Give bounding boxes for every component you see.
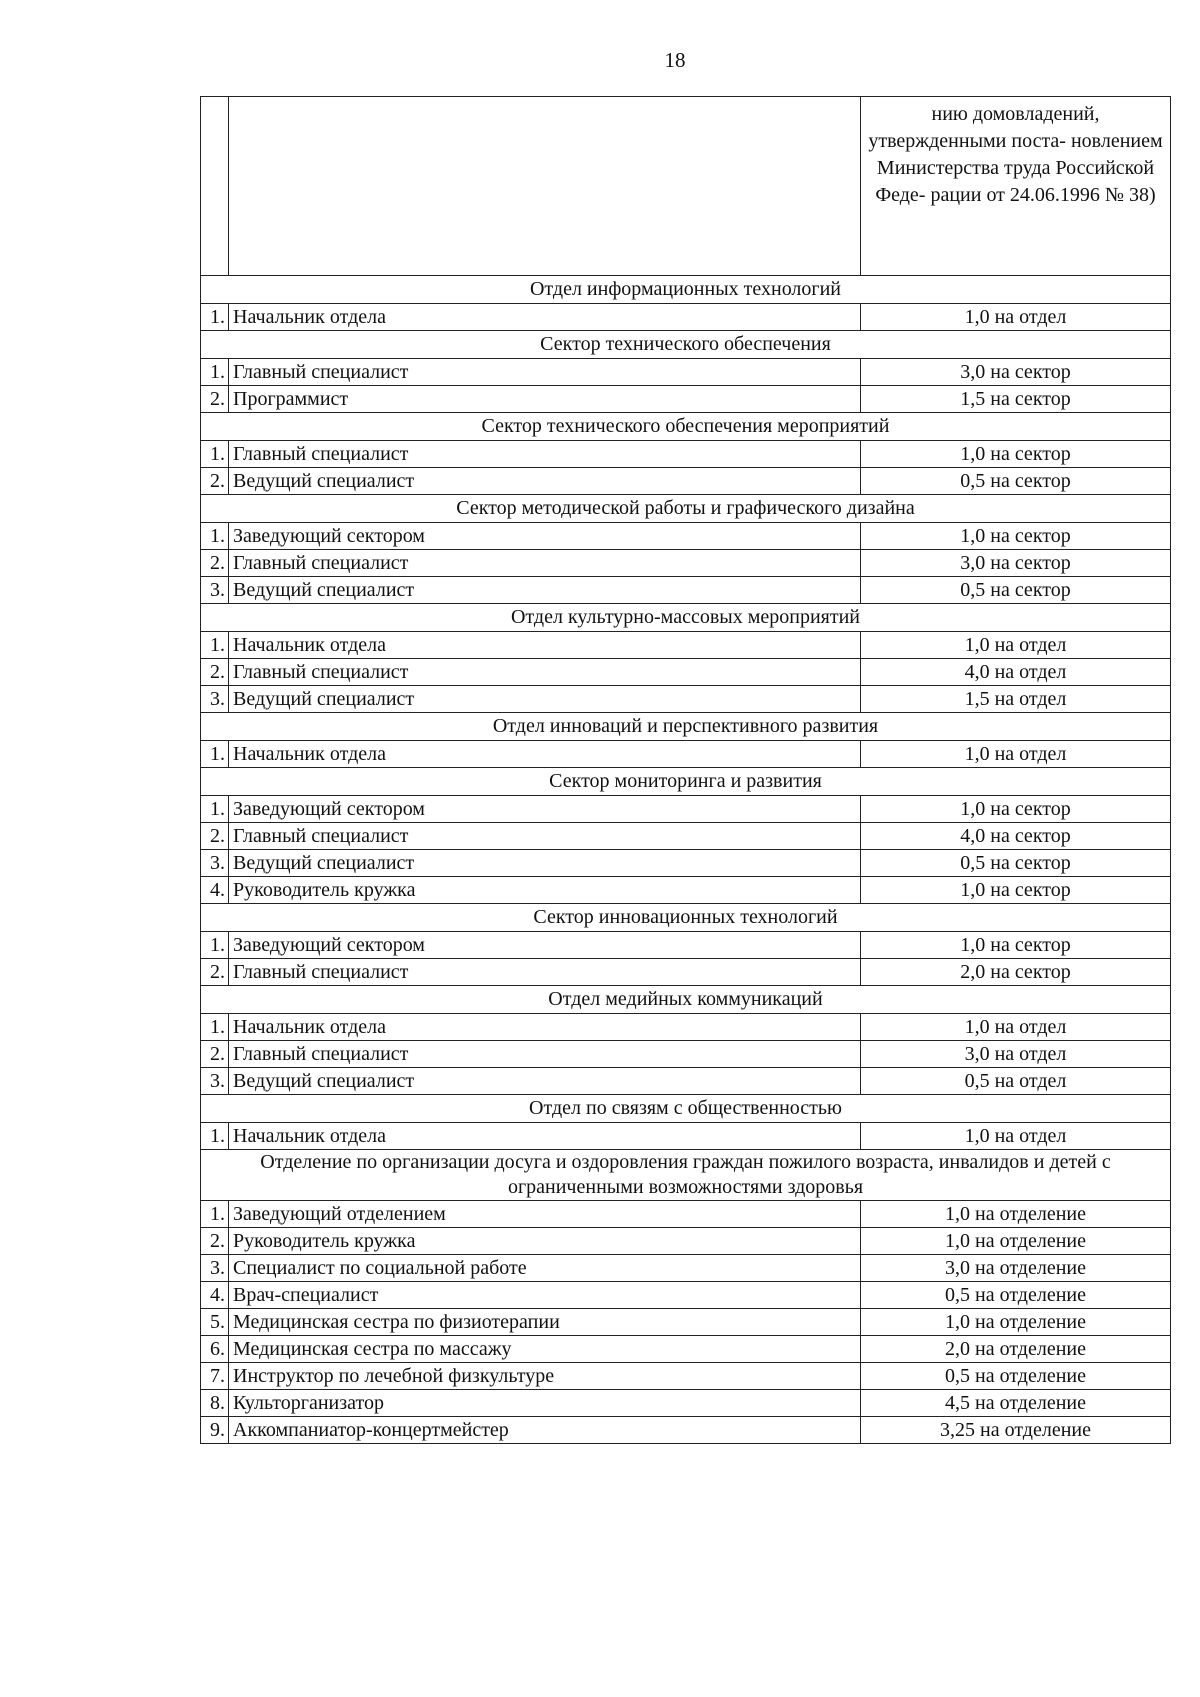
- section-row: [201, 986, 1171, 1014]
- position-title: Начальник отдела: [229, 304, 861, 331]
- position-title: Медицинская сестра по массажу: [229, 1336, 861, 1363]
- row-number: 2.: [201, 1041, 229, 1068]
- staff-rate: 1,0 на сектор: [861, 932, 1171, 959]
- row-number: 7.: [201, 1363, 229, 1390]
- position-title: Руководитель кружка: [229, 1228, 861, 1255]
- position-title: Начальник отдела: [229, 1123, 861, 1150]
- row-number: 2.: [201, 468, 229, 495]
- section-title: Сектор инновационных технологий: [201, 904, 1171, 932]
- staff-rate: 0,5 на сектор: [861, 468, 1171, 495]
- position-row: [201, 1041, 1171, 1068]
- row-number: 1.: [201, 304, 229, 331]
- row-number: 3.: [201, 1255, 229, 1282]
- position-title: Медицинская сестра по физиотерапии: [229, 1309, 861, 1336]
- row-number: 3.: [201, 850, 229, 877]
- staff-rate: 3,0 на отдел: [861, 1041, 1171, 1068]
- row-number: 6.: [201, 1336, 229, 1363]
- position-row: [201, 686, 1171, 713]
- position-title: Ведущий специалист: [229, 468, 861, 495]
- continuation-title-cell: [229, 97, 861, 276]
- row-number: 1.: [201, 1014, 229, 1041]
- position-title: Инструктор по лечебной физкультуре: [229, 1363, 861, 1390]
- section-title: Отдел информационных технологий: [201, 276, 1171, 304]
- position-row: [201, 1201, 1171, 1228]
- position-title: Аккомпаниатор-концертмейстер: [229, 1417, 861, 1444]
- section-title: Отделение по организации досуга и оздоровления граждан пожилого возраста, инвалидов и детей с ограниченными возможностями здоровья: [201, 1150, 1171, 1201]
- row-number: 1.: [201, 1123, 229, 1150]
- position-row: [201, 386, 1171, 413]
- position-title: Ведущий специалист: [229, 850, 861, 877]
- position-title: Главный специалист: [229, 550, 861, 577]
- position-row: [201, 441, 1171, 468]
- position-row: [201, 659, 1171, 686]
- row-number: 3.: [201, 686, 229, 713]
- position-title: Заведующий сектором: [229, 523, 861, 550]
- position-row: [201, 468, 1171, 495]
- position-title: Ведущий специалист: [229, 577, 861, 604]
- position-title: Заведующий сектором: [229, 932, 861, 959]
- position-row: [201, 523, 1171, 550]
- row-number: 9.: [201, 1417, 229, 1444]
- section-row: [201, 904, 1171, 932]
- staff-rate: 1,0 на отделение: [861, 1201, 1171, 1228]
- row-number: 1.: [201, 523, 229, 550]
- position-title: Программист: [229, 386, 861, 413]
- position-title: Главный специалист: [229, 441, 861, 468]
- section-row: [201, 495, 1171, 523]
- row-number: 4.: [201, 877, 229, 904]
- staff-rate: 0,5 на отдел: [861, 1068, 1171, 1095]
- section-row: [201, 713, 1171, 741]
- section-title: Отдел медийных коммуникаций: [201, 986, 1171, 1014]
- staff-rate: 1,0 на сектор: [861, 877, 1171, 904]
- position-row: [201, 632, 1171, 659]
- staff-rate: 1,0 на отделение: [861, 1228, 1171, 1255]
- position-title: Заведующий отделением: [229, 1201, 861, 1228]
- position-title: Начальник отдела: [229, 741, 861, 768]
- position-title: Начальник отдела: [229, 1014, 861, 1041]
- section-row: [201, 1095, 1171, 1123]
- position-row: [201, 1309, 1171, 1336]
- position-row: [201, 1255, 1171, 1282]
- position-row: [201, 304, 1171, 331]
- section-row: [201, 276, 1171, 304]
- position-row: [201, 550, 1171, 577]
- staff-rate: 2,0 на отделение: [861, 1336, 1171, 1363]
- row-number: 2.: [201, 386, 229, 413]
- position-title: Специалист по социальной работе: [229, 1255, 861, 1282]
- section-title: Сектор мониторинга и развития: [201, 768, 1171, 796]
- staff-rate: 4,5 на отделение: [861, 1390, 1171, 1417]
- section-row: [201, 768, 1171, 796]
- section-row: [201, 331, 1171, 359]
- staff-rate: 0,5 на отделение: [861, 1363, 1171, 1390]
- position-title: Ведущий специалист: [229, 1068, 861, 1095]
- row-number: 1.: [201, 359, 229, 386]
- row-number: 5.: [201, 1309, 229, 1336]
- staffing-table: [200, 96, 1171, 1444]
- staff-rate: 4,0 на сектор: [861, 823, 1171, 850]
- row-number: 2.: [201, 1228, 229, 1255]
- position-row: [201, 359, 1171, 386]
- position-row: [201, 796, 1171, 823]
- row-number: 8.: [201, 1390, 229, 1417]
- position-row: [201, 823, 1171, 850]
- staff-rate: 1,0 на отдел: [861, 304, 1171, 331]
- section-title: Сектор технического обеспечения мероприятий: [201, 413, 1171, 441]
- staffing-table-body: [201, 97, 1171, 1444]
- position-row: [201, 1336, 1171, 1363]
- row-number: 4.: [201, 1282, 229, 1309]
- staff-rate: 3,0 на сектор: [861, 550, 1171, 577]
- continuation-note: нию домовладений, утвержденными поста- новлением Министерства труда Российской Феде- рации от 24.06.1996 № 38): [861, 97, 1171, 276]
- staff-rate: 1,0 на отделение: [861, 1309, 1171, 1336]
- staff-rate: 1,5 на сектор: [861, 386, 1171, 413]
- row-number: 3.: [201, 577, 229, 604]
- staff-rate: 1,0 на сектор: [861, 523, 1171, 550]
- position-title: Главный специалист: [229, 659, 861, 686]
- row-number: 2.: [201, 659, 229, 686]
- position-row: [201, 1282, 1171, 1309]
- position-title: Руководитель кружка: [229, 877, 861, 904]
- position-row: [201, 1068, 1171, 1095]
- row-number: 3.: [201, 1068, 229, 1095]
- section-row: [201, 413, 1171, 441]
- position-row: [201, 1417, 1171, 1444]
- staff-rate: 1,0 на отдел: [861, 1014, 1171, 1041]
- position-row: [201, 1014, 1171, 1041]
- position-title: Заведующий сектором: [229, 796, 861, 823]
- section-title: Отдел инноваций и перспективного развития: [201, 713, 1171, 741]
- staff-rate: 1,0 на сектор: [861, 796, 1171, 823]
- staff-rate: 3,0 на отделение: [861, 1255, 1171, 1282]
- staff-rate: 0,5 на сектор: [861, 850, 1171, 877]
- row-number: 1.: [201, 796, 229, 823]
- section-title: Отдел культурно-массовых мероприятий: [201, 604, 1171, 632]
- continuation-num-cell: [201, 97, 229, 276]
- row-number: 2.: [201, 959, 229, 986]
- position-row: [201, 741, 1171, 768]
- position-title: Начальник отдела: [229, 632, 861, 659]
- staff-rate: 4,0 на отдел: [861, 659, 1171, 686]
- position-title: Главный специалист: [229, 823, 861, 850]
- position-row: [201, 1123, 1171, 1150]
- section-title: Сектор методической работы и графического дизайна: [201, 495, 1171, 523]
- staff-rate: 2,0 на сектор: [861, 959, 1171, 986]
- row-number: 1.: [201, 632, 229, 659]
- page-number: 18: [664, 48, 686, 72]
- row-number: 1.: [201, 1201, 229, 1228]
- row-number: 1.: [201, 741, 229, 768]
- position-row: [201, 1228, 1171, 1255]
- position-row: [201, 1390, 1171, 1417]
- position-title: Культорганизатор: [229, 1390, 861, 1417]
- staff-rate: 1,0 на отдел: [861, 741, 1171, 768]
- section-row: [201, 604, 1171, 632]
- position-title: Главный специалист: [229, 1041, 861, 1068]
- position-title: Ведущий специалист: [229, 686, 861, 713]
- position-title: Врач-специалист: [229, 1282, 861, 1309]
- section-title: Сектор технического обеспечения: [201, 331, 1171, 359]
- position-row: [201, 577, 1171, 604]
- section-title: Отдел по связям с общественностью: [201, 1095, 1171, 1123]
- position-row: [201, 877, 1171, 904]
- staff-rate: 1,0 на отдел: [861, 632, 1171, 659]
- row-number: 2.: [201, 550, 229, 577]
- staff-rate: 1,5 на отдел: [861, 686, 1171, 713]
- position-row: [201, 932, 1171, 959]
- staff-rate: 3,0 на сектор: [861, 359, 1171, 386]
- position-row: [201, 959, 1171, 986]
- row-number: 1.: [201, 932, 229, 959]
- staff-rate: 1,0 на отдел: [861, 1123, 1171, 1150]
- staff-rate: 3,25 на отделение: [861, 1417, 1171, 1444]
- position-row: [201, 1363, 1171, 1390]
- row-number: 2.: [201, 823, 229, 850]
- continuation-row: [201, 97, 1171, 276]
- staff-rate: 0,5 на сектор: [861, 577, 1171, 604]
- staff-rate: 0,5 на отделение: [861, 1282, 1171, 1309]
- position-title: Главный специалист: [229, 959, 861, 986]
- staff-rate: 1,0 на сектор: [861, 441, 1171, 468]
- position-title: Главный специалист: [229, 359, 861, 386]
- row-number: 1.: [201, 441, 229, 468]
- position-row: [201, 850, 1171, 877]
- section-row: [201, 1150, 1171, 1201]
